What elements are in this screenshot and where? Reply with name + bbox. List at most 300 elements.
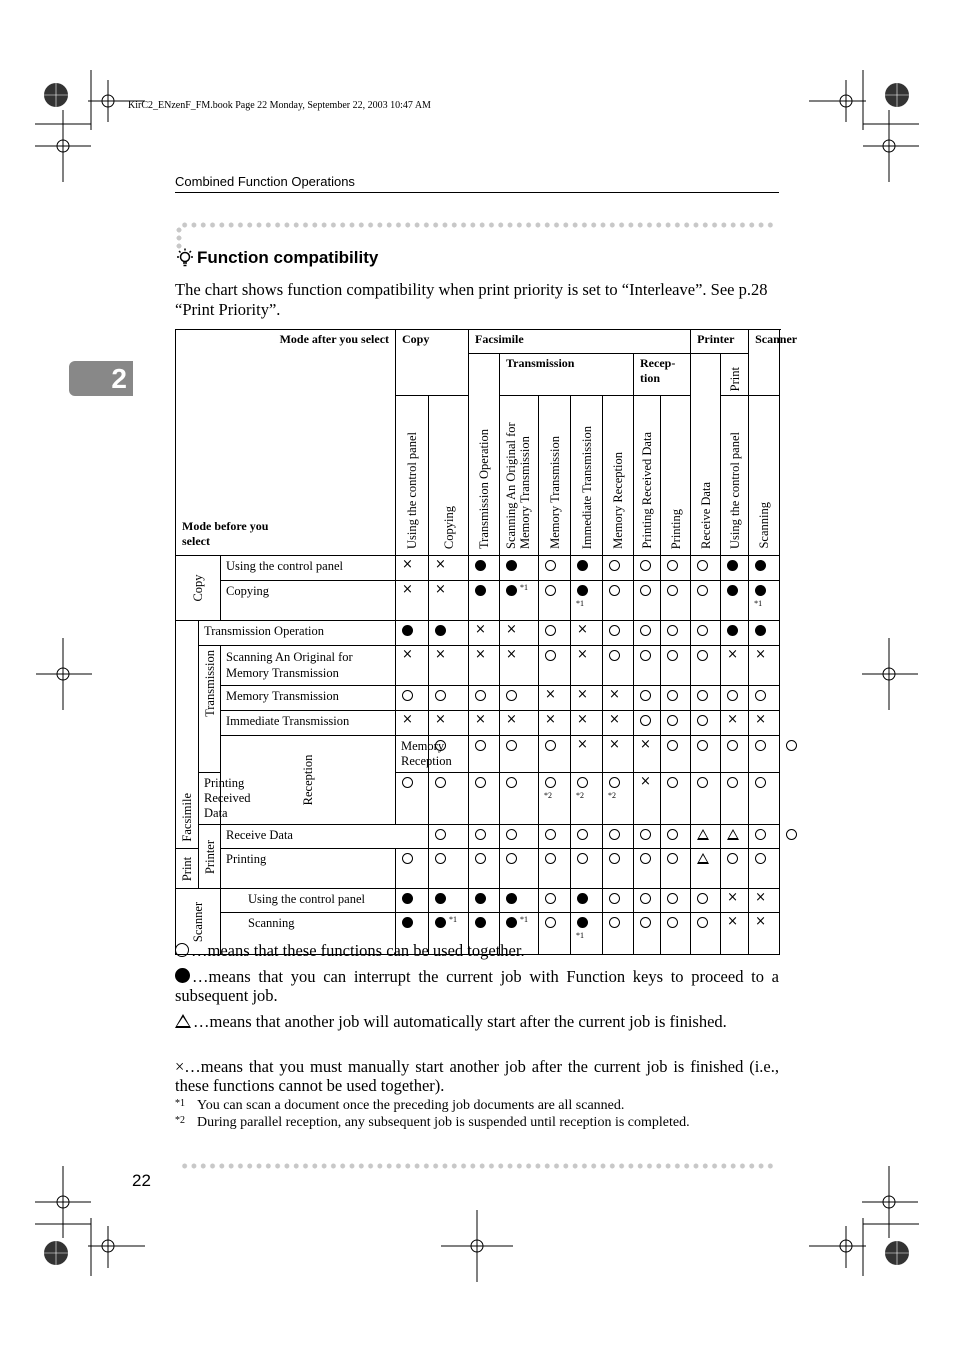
circle-outline-icon	[545, 893, 556, 904]
compat-cell	[634, 889, 661, 913]
circle-outline-icon	[402, 853, 413, 864]
filled-circle-icon	[755, 625, 766, 636]
cross-icon: ×	[475, 622, 486, 637]
circle-outline-icon	[755, 829, 766, 840]
cross-icon: ×	[577, 622, 588, 637]
compat-cell	[603, 556, 634, 581]
circle-outline-icon	[667, 829, 678, 840]
col-head-transmission-operation	[469, 354, 500, 556]
circle-outline-icon	[640, 650, 651, 661]
cross-icon: ×	[755, 712, 766, 727]
row-group-text: Reception	[301, 754, 315, 806]
filled-circle-icon	[435, 893, 446, 904]
cross-icon: ×	[506, 647, 517, 662]
section-title	[175, 248, 378, 268]
compat-cell	[634, 711, 661, 736]
circle-outline-icon	[640, 560, 651, 571]
filled-circle-icon	[506, 560, 517, 571]
cross-icon: ×	[402, 582, 413, 597]
compat-cell	[603, 773, 634, 825]
cross-icon: ×	[402, 557, 413, 572]
compat-cell	[661, 889, 691, 913]
legend-dot-text: …means that you can interrupt the current job with Function keys to proceed to a subsequent job.	[175, 967, 779, 1005]
footnote-ref: *2	[608, 791, 617, 800]
circle-outline-icon	[697, 715, 708, 726]
cross-icon: ×	[402, 712, 413, 727]
footnote-ref: *1	[520, 915, 529, 924]
footnote-ref: *1	[576, 599, 585, 608]
compat-cell	[634, 646, 661, 686]
filled-circle-icon	[402, 893, 413, 904]
compat-cell	[691, 849, 721, 889]
circle-outline-icon	[640, 585, 651, 596]
footnote-mark: *1	[175, 1098, 185, 1109]
compat-cell	[603, 711, 634, 736]
filled-circle-icon	[435, 625, 446, 636]
table-row	[176, 686, 780, 711]
compat-cell	[721, 646, 749, 686]
filled-circle-icon	[475, 917, 486, 928]
cross-icon: ×	[577, 712, 588, 727]
compat-cell	[603, 646, 634, 686]
compat-cell	[634, 581, 661, 621]
compat-cell	[539, 646, 571, 686]
compat-cell	[429, 686, 469, 711]
circle-outline-icon	[755, 777, 766, 788]
col-head-printing	[661, 396, 691, 556]
cross-icon: ×	[435, 647, 446, 662]
cross-icon: ×	[506, 712, 517, 727]
compat-cell	[721, 556, 749, 581]
compat-cell	[500, 736, 539, 773]
cross-icon: ×	[727, 914, 738, 929]
circle-outline-icon	[609, 777, 620, 788]
dotted-divider-top	[180, 222, 776, 228]
compat-cell	[571, 773, 603, 825]
compat-cell	[500, 889, 539, 913]
triangle-icon	[175, 1014, 191, 1028]
compat-cell	[429, 825, 469, 849]
circle-outline-icon	[667, 917, 678, 928]
circle-outline-icon	[475, 690, 486, 701]
circle-outline-icon	[402, 777, 413, 788]
circle-outline-icon	[640, 853, 651, 864]
compat-cell	[469, 849, 500, 889]
footnote-mark: *2	[175, 1115, 185, 1126]
cross-icon: ×	[475, 647, 486, 662]
compat-cell	[469, 581, 500, 621]
circle-outline-icon	[640, 893, 651, 904]
footnote-ref: *1	[576, 931, 585, 940]
circle-outline-icon	[667, 585, 678, 596]
circle-outline-icon	[609, 893, 620, 904]
col-head-memory-transmission	[539, 396, 571, 556]
compat-cell	[691, 686, 721, 711]
compat-cell	[500, 621, 539, 646]
section-title-text: Function compatibility	[197, 248, 379, 267]
circle-outline-icon	[667, 560, 678, 571]
circle-outline-icon	[435, 829, 446, 840]
circle-outline-icon	[609, 829, 620, 840]
row-label: Memory Reception	[396, 736, 429, 773]
compat-cell	[749, 581, 780, 621]
col-head-text: Transmission Operation	[477, 428, 492, 549]
cross-icon: ×	[727, 890, 738, 905]
compat-cell	[571, 686, 603, 711]
compat-cell	[429, 711, 469, 736]
compat-cell	[749, 825, 780, 849]
circle-outline-icon	[475, 740, 486, 751]
row-label: Immediate Transmission	[221, 711, 396, 736]
filled-circle-icon	[402, 917, 413, 928]
circle-outline-icon	[402, 690, 413, 701]
compat-cell	[469, 686, 500, 711]
circle-outline-icon	[545, 740, 556, 751]
table-row	[176, 621, 780, 646]
row-label: Using the control panel	[221, 556, 396, 581]
row-label: Using the control panel	[221, 889, 396, 913]
compat-cell	[429, 581, 469, 621]
compat-cell	[691, 825, 721, 849]
compat-cell	[539, 736, 571, 773]
circle-outline-icon	[755, 690, 766, 701]
cross-icon: ×	[402, 647, 413, 662]
circle-outline-icon	[697, 893, 708, 904]
compat-cell	[571, 581, 603, 621]
filled-circle-icon	[475, 585, 486, 596]
compat-cell	[469, 711, 500, 736]
circle-outline-icon	[175, 943, 189, 957]
compat-cell	[539, 621, 571, 646]
circle-outline-icon	[506, 777, 517, 788]
table-row	[176, 849, 780, 889]
col-subgroup-transmission: Transmission	[500, 354, 634, 396]
filled-circle-icon	[435, 917, 446, 928]
compat-cell	[721, 773, 749, 825]
filled-circle-icon	[755, 585, 766, 596]
lightbulb-icon	[175, 248, 195, 268]
circle-outline-icon	[577, 829, 588, 840]
compat-cell	[396, 849, 429, 889]
circle-outline-icon	[667, 853, 678, 864]
circle-outline-icon	[435, 777, 446, 788]
compat-cell	[603, 889, 634, 913]
compat-cell	[396, 773, 429, 825]
footnote-text: You can scan a document once the preceding job documents are all scanned.	[197, 1098, 625, 1113]
compat-cell	[634, 773, 661, 825]
circle-outline-icon	[475, 853, 486, 864]
compat-cell	[469, 621, 500, 646]
circle-outline-icon	[697, 625, 708, 636]
circle-outline-icon	[755, 740, 766, 751]
table-row	[176, 646, 780, 686]
col-head-text: Using the control panel	[405, 432, 420, 549]
compat-cell	[539, 825, 571, 849]
circle-outline-icon	[697, 917, 708, 928]
compat-cell	[749, 556, 780, 581]
circle-outline-icon	[667, 650, 678, 661]
row-group-text: Copy	[191, 574, 205, 602]
compat-cell	[721, 825, 749, 849]
cross-icon: ×	[435, 582, 446, 597]
compat-cell	[634, 686, 661, 711]
filled-circle-icon	[506, 917, 517, 928]
compat-cell	[634, 825, 661, 849]
compat-cell	[721, 581, 749, 621]
compat-cell	[429, 889, 469, 913]
circle-outline-icon	[727, 740, 738, 751]
row-label: Printing Received Data	[199, 773, 221, 825]
footnote-ref: *2	[576, 791, 585, 800]
compat-cell	[500, 646, 539, 686]
row-group-printer	[199, 825, 221, 889]
print-header: KirC2_ENzenF_FM.book Page 22 Monday, September 22, 2003 10:47 AM	[128, 100, 431, 111]
col-subgroup-print	[721, 354, 749, 396]
intro-paragraph: The chart shows function compatibility when print priority is set to “Interleave”. See p.28 “Print Priority”.	[175, 280, 768, 319]
circle-outline-icon	[697, 650, 708, 661]
compat-cell	[500, 686, 539, 711]
compat-cell	[691, 621, 721, 646]
col-head-text: Scanning	[757, 502, 772, 549]
legend-dot	[175, 967, 779, 1005]
row-label: Receive Data	[221, 825, 429, 849]
col-head-text: Receive Data	[698, 482, 713, 549]
compat-cell	[469, 556, 500, 581]
legend-tri-text: …means that another job will automatically start after the current job is finished.	[193, 1012, 727, 1031]
filled-circle-icon	[577, 560, 588, 571]
col-head-text: Memory Transmission	[547, 436, 562, 549]
compat-cell	[429, 736, 469, 773]
circle-outline-icon	[545, 585, 556, 596]
circle-outline-icon	[545, 625, 556, 636]
compat-cell	[691, 646, 721, 686]
compat-cell	[661, 773, 691, 825]
filled-circle-icon	[475, 560, 486, 571]
compat-cell	[500, 556, 539, 581]
compat-cell	[749, 646, 780, 686]
circle-outline-icon	[755, 853, 766, 864]
compat-cell	[661, 686, 691, 711]
compat-cell	[571, 556, 603, 581]
circle-outline-icon	[435, 740, 446, 751]
compat-cell	[603, 581, 634, 621]
cross-icon: ×	[577, 737, 588, 752]
col-head-text: Memory Reception	[611, 452, 626, 549]
compat-cell	[500, 773, 539, 825]
col-head-scanning-original	[500, 396, 539, 556]
compat-cell	[539, 773, 571, 825]
col-group-scanner: Scanner	[749, 330, 780, 396]
footnote	[175, 1115, 779, 1131]
circle-outline-icon	[435, 690, 446, 701]
compat-cell	[469, 736, 500, 773]
compat-cell	[603, 736, 634, 773]
compat-cell	[603, 825, 634, 849]
circle-outline-icon	[609, 625, 620, 636]
circle-outline-icon	[609, 853, 620, 864]
circle-outline-icon	[506, 740, 517, 751]
circle-outline-icon	[475, 777, 486, 788]
compat-cell	[539, 686, 571, 711]
circle-outline-icon	[545, 829, 556, 840]
compat-cell	[721, 621, 749, 646]
compat-cell	[469, 646, 500, 686]
compat-cell	[721, 889, 749, 913]
col-head-text: Using the control panel	[727, 432, 742, 549]
compat-cell	[721, 736, 749, 773]
row-label: Scanning	[221, 913, 396, 955]
row-group-text: Facsimile	[180, 793, 194, 842]
row-group-text: Print	[180, 856, 194, 881]
legend-ring	[175, 941, 779, 960]
compat-cell	[661, 825, 691, 849]
col-head-text: Immediate Transmission	[579, 425, 594, 549]
circle-outline-icon	[697, 690, 708, 701]
col-group-printer: Printer	[691, 330, 749, 354]
filled-circle-icon	[402, 625, 413, 636]
row-group-text: Printer	[202, 839, 217, 874]
circle-outline-icon	[727, 853, 738, 864]
col-group-copy: Copy	[396, 330, 469, 396]
circle-outline-icon	[640, 625, 651, 636]
compat-cell	[539, 849, 571, 889]
compat-cell	[500, 849, 539, 889]
col-head-text: Printing	[668, 508, 683, 549]
filled-circle-icon	[727, 625, 738, 636]
circle-outline-icon	[609, 917, 620, 928]
row-group-reception	[221, 736, 396, 825]
compat-cell	[634, 849, 661, 889]
circle-outline-icon	[577, 853, 588, 864]
circle-outline-icon	[667, 715, 678, 726]
row-label: Printing	[221, 849, 396, 889]
compat-cell	[396, 711, 429, 736]
col-head-text: Copying	[441, 505, 456, 549]
filled-circle-icon	[506, 893, 517, 904]
mode-before-label	[182, 519, 268, 549]
col-head-receive-data	[691, 354, 721, 556]
cross-icon: ×	[609, 737, 620, 752]
cross-icon: ×	[755, 647, 766, 662]
compat-cell	[539, 556, 571, 581]
compat-cell	[661, 711, 691, 736]
circle-outline-icon	[667, 893, 678, 904]
col-subgroup-print-text: Print	[727, 366, 742, 391]
filled-circle-icon	[727, 585, 738, 596]
compat-cell	[469, 889, 500, 913]
compat-cell	[661, 556, 691, 581]
compat-cell	[749, 736, 780, 773]
circle-outline-icon	[667, 690, 678, 701]
cross-icon: ×	[435, 712, 446, 727]
cross-icon: ×	[506, 622, 517, 637]
row-label: Copying	[221, 581, 396, 621]
compat-cell	[571, 736, 603, 773]
compat-cell	[691, 556, 721, 581]
table-row	[176, 825, 780, 849]
table-row	[176, 736, 780, 773]
cross-icon: ×	[577, 647, 588, 662]
cross-icon: ×	[727, 712, 738, 727]
row-group-text: Scanner	[191, 901, 205, 942]
legend-triangle	[175, 1012, 779, 1031]
compat-cell	[721, 711, 749, 736]
compat-cell	[571, 646, 603, 686]
col-head-text: Printing Received Data	[640, 432, 655, 549]
compat-cell	[749, 621, 780, 646]
compat-cell	[429, 849, 469, 889]
compat-cell	[500, 581, 539, 621]
circle-outline-icon	[640, 715, 651, 726]
footnote-ref: *1	[449, 915, 458, 924]
circle-outline-icon	[609, 585, 620, 596]
circle-outline-icon	[609, 560, 620, 571]
circle-outline-icon	[545, 650, 556, 661]
cross-icon: ×	[609, 687, 620, 702]
circle-outline-icon	[667, 777, 678, 788]
compat-cell	[661, 581, 691, 621]
compat-cell	[571, 621, 603, 646]
chapter-tab: 2	[69, 361, 133, 396]
compat-cell	[571, 889, 603, 913]
compat-cell	[691, 581, 721, 621]
circle-outline-icon	[727, 777, 738, 788]
col-head-memory-reception	[603, 396, 634, 556]
compat-cell	[396, 646, 429, 686]
circle-outline-icon	[506, 690, 517, 701]
cross-icon: ×	[475, 712, 486, 727]
row-label: Memory Transmission	[221, 686, 396, 711]
compat-cell	[500, 825, 539, 849]
compat-cell	[661, 849, 691, 889]
compat-cell	[429, 773, 469, 825]
row-group-copy	[176, 556, 221, 621]
compat-cell	[691, 889, 721, 913]
legend-ring-text: …means that these functions can be used together.	[191, 941, 525, 960]
circle-outline-icon	[609, 650, 620, 661]
compat-cell	[500, 711, 539, 736]
filled-circle-icon	[175, 968, 190, 983]
circle-outline-icon	[697, 777, 708, 788]
compat-cell	[571, 849, 603, 889]
compat-cell	[691, 773, 721, 825]
cross-icon: ×	[755, 890, 766, 905]
cross-icon: ×	[545, 712, 556, 727]
compat-cell	[721, 849, 749, 889]
footnote-ref: *1	[754, 599, 763, 608]
compat-cell	[571, 825, 603, 849]
compat-cell	[749, 849, 780, 889]
circle-outline-icon	[435, 853, 446, 864]
compat-cell	[691, 711, 721, 736]
col-head-printing-received-data	[634, 396, 661, 556]
compat-cell	[603, 686, 634, 711]
compat-cell	[661, 646, 691, 686]
circle-outline-icon	[697, 560, 708, 571]
compat-cell	[634, 621, 661, 646]
compat-cell	[749, 711, 780, 736]
row-group-print	[176, 849, 199, 889]
compat-cell	[429, 621, 469, 646]
cross-icon: ×	[545, 687, 556, 702]
table-row	[176, 889, 780, 913]
row-label: Transmission Operation	[199, 621, 396, 646]
circle-outline-icon	[640, 917, 651, 928]
mode-before-line1: Mode before you	[182, 519, 269, 533]
col-head-text: Scanning An Original for Memory Transmission	[504, 422, 533, 549]
row-label: Scanning An Original for Memory Transmission	[221, 646, 396, 686]
cross-icon: ×	[577, 687, 588, 702]
